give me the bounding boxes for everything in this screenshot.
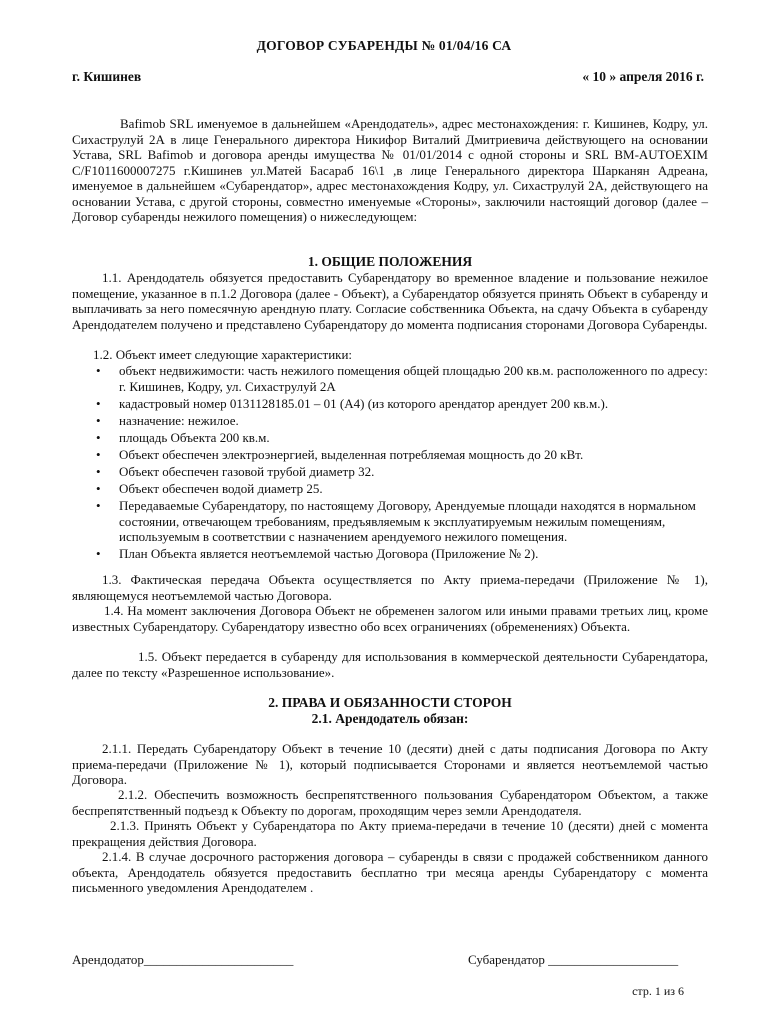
contract-date: « 10 » апреля 2016 г. (582, 69, 704, 84)
clause-2-1-1: 2.1.1. Передать Субарендатору Объект в течение 10 (десяти) дней с даты подписания Договора по Акту приема-передачи (Приложение № 1), который подписывается Сторонами и является неотъемлемой частью Договора. (72, 741, 708, 787)
list-item: • Объект обеспечен газовой трубой диаметр 32. (96, 463, 375, 479)
bullet-icon: • (96, 363, 101, 378)
clause-1-3: 1.3. Фактическая передача Объекта осуществляется по Акту приема-передачи (Приложение № 1), являющемуся неотъемлемой частью Договора. (72, 572, 708, 603)
bullet-icon: • (96, 481, 101, 497)
clause-1-4: 1.4. На момент заключения Договора Объект не обременен залогом или иными правами третьих лиц, кроме известных Субарендатору. Субарендатору известно обо всех ограничениях (обременениях) Объекта. (72, 603, 708, 634)
list-item: • площадь Объекта 200 кв.м. (96, 429, 270, 445)
object-characteristics-list (72, 363, 708, 563)
page-title: ДОГОВОР СУБАРЕНДЫ № 01/04/16 СА (256, 38, 512, 53)
bullet-icon: • (96, 446, 101, 462)
section-2-1-subheading: 2.1. Арендодатель обязан: (311, 711, 469, 726)
section-1-heading: 1. ОБЩИЕ ПОЛОЖЕНИЯ (307, 254, 473, 269)
contract-city: г. Кишинев (72, 69, 142, 84)
bullet-icon: • (96, 429, 101, 445)
list-item: • Объект обеспечен водой диаметр 25. (96, 481, 323, 497)
clause-2-1-2: 2.1.2. Обеспечить возможность беспрепятственного пользования Субарендатором Объектом, а также беспрепятственный подъезд к Объекту по дорогам, проходящим через земли Арендодателя. (72, 787, 708, 818)
clause-1-2: 1.2. Объект имеет следующие характеристики: (93, 347, 353, 362)
bullet-icon: • (96, 463, 101, 479)
list-item: • кадастровый номер 0131128185.01 – 01 (А4) (из которого арендатор арендует 200 кв.м.). (96, 395, 609, 411)
list-item: • План Объекта является неотъемлемой частью Договора (Приложение № 2). (96, 546, 539, 562)
clause-1-5: 1.5. Объект передается в субаренду для использования в коммерческой деятельности Субарендатора, далее по тексту «Разрешенное использование». (72, 649, 708, 680)
intro-paragraph: Bafimob SRL именуемое в дальнейшем «Арендодатель», адрес местонахождения: г. Кишинев, Кодру, ул. Сихаструлуй 2А в лице Генерального директора Никифор Виталий Дмитриевича действующего на основании Устава, SRL Bafimob и договора аренды имущества № 01/01/2014 с одной стороны и SRL BM-AUTOEXIM C/F1011600007275 г.Кишинев ул.Матей Басараб 16\1 ,в лице Генерального директора Шарканян Адреана, именуемое в дальнейшем «Субарендатор», адрес местонахождения Кодру, ул. Сихаструлуй 2А, действующего на основании Устава, с другой стороны, совместно именуемые «Стороны», заключили настоящий договор (далее – Договор субаренды нежилого помещения) о нижеследующем: (72, 116, 708, 224)
page-number: стр. 1 из 6 (632, 984, 684, 998)
bullet-icon: • (96, 395, 101, 411)
bullet-icon: • (96, 412, 101, 428)
bullet-icon: • (96, 546, 101, 562)
list-item: • объект недвижимости: часть нежилого помещения общей площадью 200 кв.м. расположенного по адресу: г. Кишинев, Кодру, ул. Сихаструлуй 2А (96, 363, 708, 394)
list-item: • Объект обеспечен электроэнергией, выделенная потребляемая мощность до 20 кВт. (96, 446, 584, 462)
clause-2-1-4: 2.1.4. В случае досрочного расторжения договора – субаренды в связи с продажей собственником данного объекта, Арендодатель обязуется предоставить бесплатно три месяца аренды Субарендатору с момента письменного уведомления Арендодателем . (72, 849, 708, 895)
list-item: • Передаваемые Субарендатору, по настоящему Договору, Арендуемые площади находятся в нормальном состоянии, отвечающем требованиям, предъявляемым к эксплуатируемым нежилым помещениям, используемым в соответствии с назначением арендуемого нежилого помещения. (96, 498, 696, 545)
landlord-signature-line: Арендодатор_______________________ (72, 952, 294, 967)
clause-1-1: 1.1. Арендодатель обязуется предоставить Субарендатору во временное владение и пользование нежилое помещение, указанное в п.1.2 Договора (далее - Объект), а Субарендатор обязуется принять Объект в субаренду и выплачивать за него помесячную арендную плату. Согласие собственника Объекта, на сдачу Объекта в субаренду Арендодателем получено и представлено Субарендатору до момента подписания сторонами Договора Субаренды. (72, 270, 708, 332)
clause-2-1-3: 2.1.3. Принять Объект у Субарендатора по Акту приема-передачи в течение 10 (десяти) дней с момента прекращения действия Договора. (72, 818, 708, 849)
bullet-icon: • (96, 498, 101, 514)
section-2-heading: 2. ПРАВА И ОБЯЗАННОСТИ СТОРОН (268, 695, 512, 710)
tenant-signature-line: Субарендатор ____________________ (468, 952, 679, 967)
list-item: • назначение: нежилое. (96, 412, 239, 428)
